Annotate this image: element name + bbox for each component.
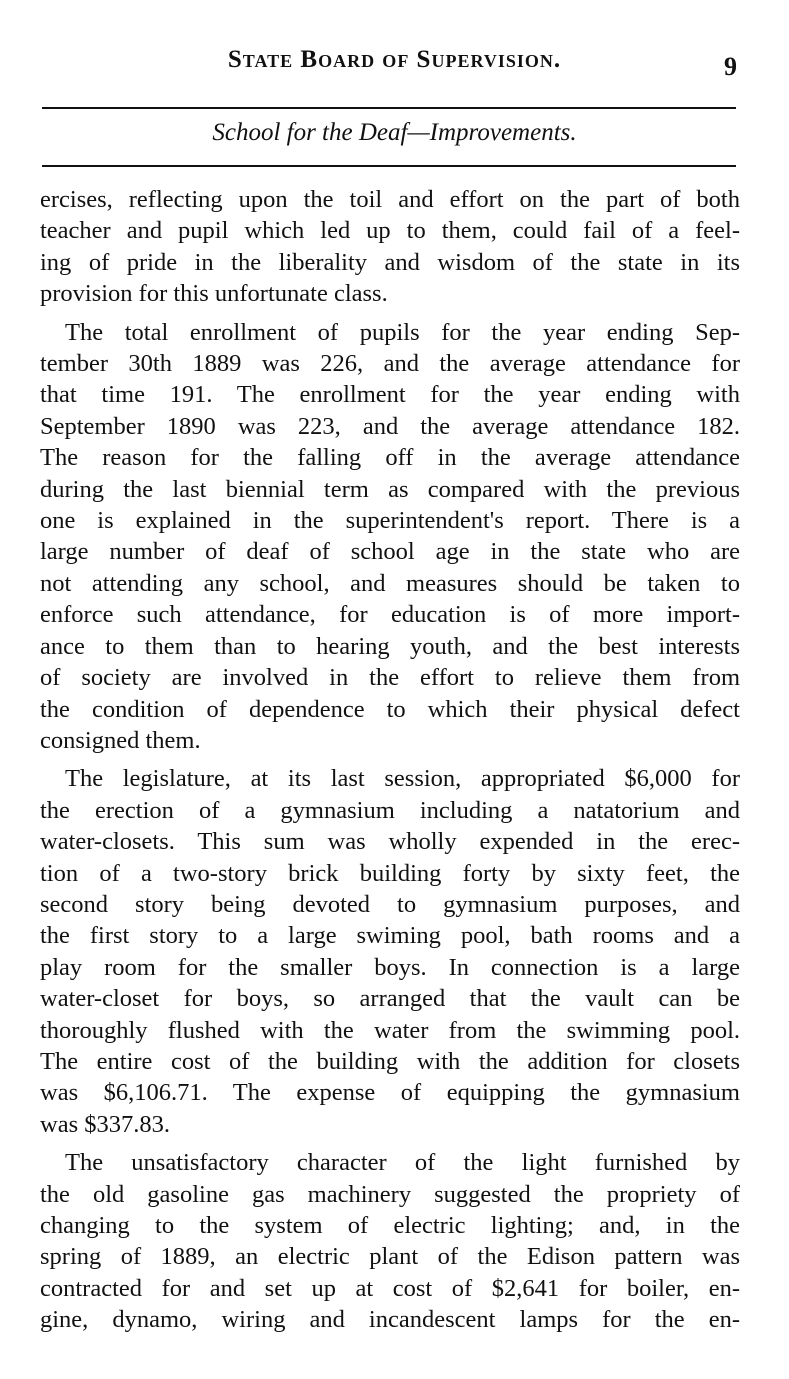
paragraph-2 — [40, 317, 740, 757]
text-line: the condition of dependence to which their physical defect — [40, 695, 740, 723]
text-line: ercises, reflecting upon the toil and effort on the part of both — [40, 186, 740, 213]
page-number: 9 — [724, 52, 737, 81]
text-line: The legislature, at its last session, appropriated $6,000 for — [65, 765, 740, 793]
section-title: School for the Deaf—Improvements. — [212, 119, 577, 146]
text-line: tember 30th 1889 was 226, and the average attendance for — [40, 350, 740, 378]
text-line: was $337.83. — [40, 1110, 170, 1138]
body-text — [40, 184, 740, 1343]
text-line: spring of 1889, an electric plant of the Edison pattern was — [40, 1243, 740, 1271]
text-line: teacher and pupil which led up to them, could fail of a feel- — [40, 217, 740, 245]
text-line: ing of pride in the liberality and wisdom of the state in its — [40, 248, 740, 276]
text-line: water-closet for boys, so arranged that the vault can be — [40, 985, 740, 1013]
text-line: during the last biennial term as compared with the previous — [40, 475, 740, 503]
text-line: contracted for and set up at cost of $2,641 for boiler, en- — [40, 1274, 740, 1302]
text-line: The reason for the falling off in the average attendance — [40, 444, 740, 472]
text-line: tion of a two-story brick building forty by sixty feet, the — [40, 859, 740, 887]
text-line: ance to them than to hearing youth, and the best interests — [40, 632, 740, 660]
text-line: the erection of a gymnasium including a natatorium and — [40, 796, 740, 824]
text-line: one is explained in the superintendent's report. There is a — [40, 507, 740, 535]
text-line: changing to the system of electric lighting; and, in the — [40, 1212, 740, 1239]
text-line: that time 191. The enrollment for the year ending with — [40, 381, 740, 409]
text-line: the first story to a large swiming pool, bath rooms and a — [40, 922, 740, 950]
paragraph-3 — [40, 763, 740, 1140]
text-line: The unsatisfactory character of the light furnished by — [65, 1149, 740, 1177]
text-line: consigned them. — [40, 726, 201, 754]
text-line: The total enrollment of pupils for the year ending Sep- — [65, 318, 740, 346]
header-rule-bottom — [42, 165, 736, 167]
running-title: State Board of Supervision. — [227, 46, 562, 73]
header-rule-top — [42, 107, 736, 109]
text-line: The entire cost of the building with the addition for closets — [40, 1047, 740, 1075]
text-line: play room for the smaller boys. In connection is a large — [40, 953, 740, 981]
paragraph-4 — [40, 1147, 740, 1335]
text-line: of society are involved in the effort to relieve them from — [40, 664, 740, 692]
text-line: large number of deaf of school age in the state who are — [40, 538, 740, 566]
text-line: second story being devoted to gymnasium purposes, and — [40, 890, 740, 918]
text-line: was $6,106.71. The expense of equipping the gymnasium — [40, 1079, 740, 1107]
text-line: water-closets. This sum was wholly expended in the erec- — [40, 828, 740, 856]
text-line: September 1890 was 223, and the average attendance 182. — [40, 412, 740, 440]
text-line: provision for this unfortunate class. — [40, 280, 388, 308]
text-line: the old gasoline gas machinery suggested the propriety of — [40, 1180, 740, 1208]
text-line: thoroughly flushed with the water from the swimming pool. — [40, 1016, 740, 1044]
text-line: enforce such attendance, for education is of more import- — [40, 601, 740, 629]
text-line: gine, dynamo, wiring and incandescent lamps for the en- — [40, 1306, 740, 1334]
paragraph-1 — [40, 184, 740, 310]
text-line: not attending any school, and measures should be taken to — [40, 569, 740, 597]
